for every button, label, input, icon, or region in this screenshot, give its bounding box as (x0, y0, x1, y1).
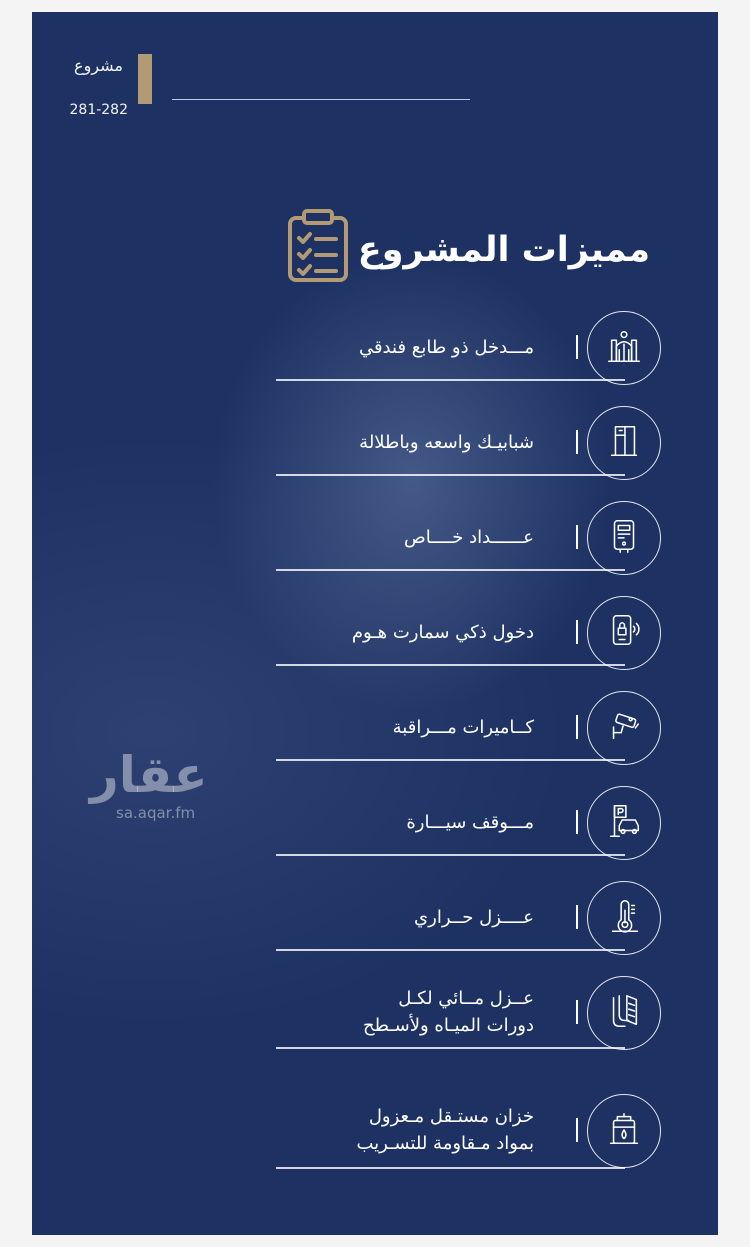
feature-label (363, 985, 534, 1039)
feature-label-line: خزان مستـقل مـعزول (368, 1106, 534, 1127)
watermark-logo-text: عقار (90, 746, 208, 804)
feature-icon-circle (587, 406, 661, 480)
feature-label (393, 714, 534, 741)
gold-accent-bar (138, 54, 152, 104)
security-camera-icon (605, 707, 643, 749)
feature-label (359, 334, 534, 361)
hotel-gate-icon (605, 327, 643, 369)
feature-separator (576, 620, 579, 644)
feature-label (352, 619, 534, 646)
feature-icon-circle (587, 881, 661, 955)
water-tank-icon (605, 1110, 643, 1152)
feature-icon-circle (587, 596, 661, 670)
smart-phone-lock-icon (605, 612, 643, 654)
feature-underline (276, 569, 625, 571)
feature-label-line: عــزل مــائي لكـل (398, 988, 534, 1009)
project-number: 281-282 (69, 102, 128, 118)
feature-separator (576, 905, 579, 929)
feature-underline (276, 759, 625, 761)
feature-underline (276, 949, 625, 951)
feature-label-line: عــــزل حــراري (414, 906, 534, 928)
feature-separator (576, 525, 579, 549)
feature-icon-circle (587, 1094, 661, 1168)
feature-underline (276, 1167, 625, 1169)
feature-underline (276, 474, 625, 476)
feature-separator (576, 430, 579, 454)
watermark-url: sa.aqar.fm (116, 804, 196, 822)
feature-label (359, 429, 534, 456)
feature-icon-circle (587, 786, 661, 860)
feature-label (357, 1103, 535, 1157)
thermometer-icon (605, 897, 643, 939)
feature-label-line: دورات الميـاه ولأسـطح (363, 1015, 534, 1036)
feature-label (414, 904, 534, 931)
feature-label-line: بمواد مـقاومة للتسـريب (356, 1133, 534, 1154)
feature-underline (276, 1047, 625, 1049)
features-title: مميزات المشروع (357, 230, 650, 270)
feature-label-line: عــــــداد خــــاص (403, 526, 534, 548)
feature-label-line: كــاميرات مـــراقبة (392, 716, 534, 738)
parking-car-icon (605, 802, 643, 844)
feature-underline (276, 664, 625, 666)
meter-icon (605, 517, 643, 559)
feature-separator (576, 715, 579, 739)
feature-icon-circle (587, 691, 661, 765)
feature-icon-circle (587, 976, 661, 1050)
feature-label (406, 809, 534, 836)
header-divider (172, 99, 470, 100)
feature-underline (276, 854, 625, 856)
feature-label-line: مـــوقف سيـــارة (406, 811, 534, 833)
feature-icon-circle (587, 311, 661, 385)
feature-label-line: شبابيـك واسعه وباطلالة (359, 431, 534, 453)
clipboard-checklist-icon (286, 208, 350, 284)
feature-icon-circle (587, 501, 661, 575)
feature-separator (576, 1000, 579, 1024)
feature-separator (576, 810, 579, 834)
feature-label-line: دخول ذكي سمارت هـوم (351, 621, 534, 643)
aqar-watermark (90, 746, 208, 822)
insulation-layer-icon (605, 992, 643, 1034)
feature-label-line: مـــدخل ذو طابع فندقي (358, 336, 534, 358)
feature-label (404, 524, 534, 551)
feature-underline (276, 379, 625, 381)
window-icon (605, 422, 643, 464)
feature-separator (576, 1118, 579, 1142)
feature-separator (576, 335, 579, 359)
project-label: مشروع (74, 56, 123, 75)
feature-panel (32, 12, 718, 1235)
